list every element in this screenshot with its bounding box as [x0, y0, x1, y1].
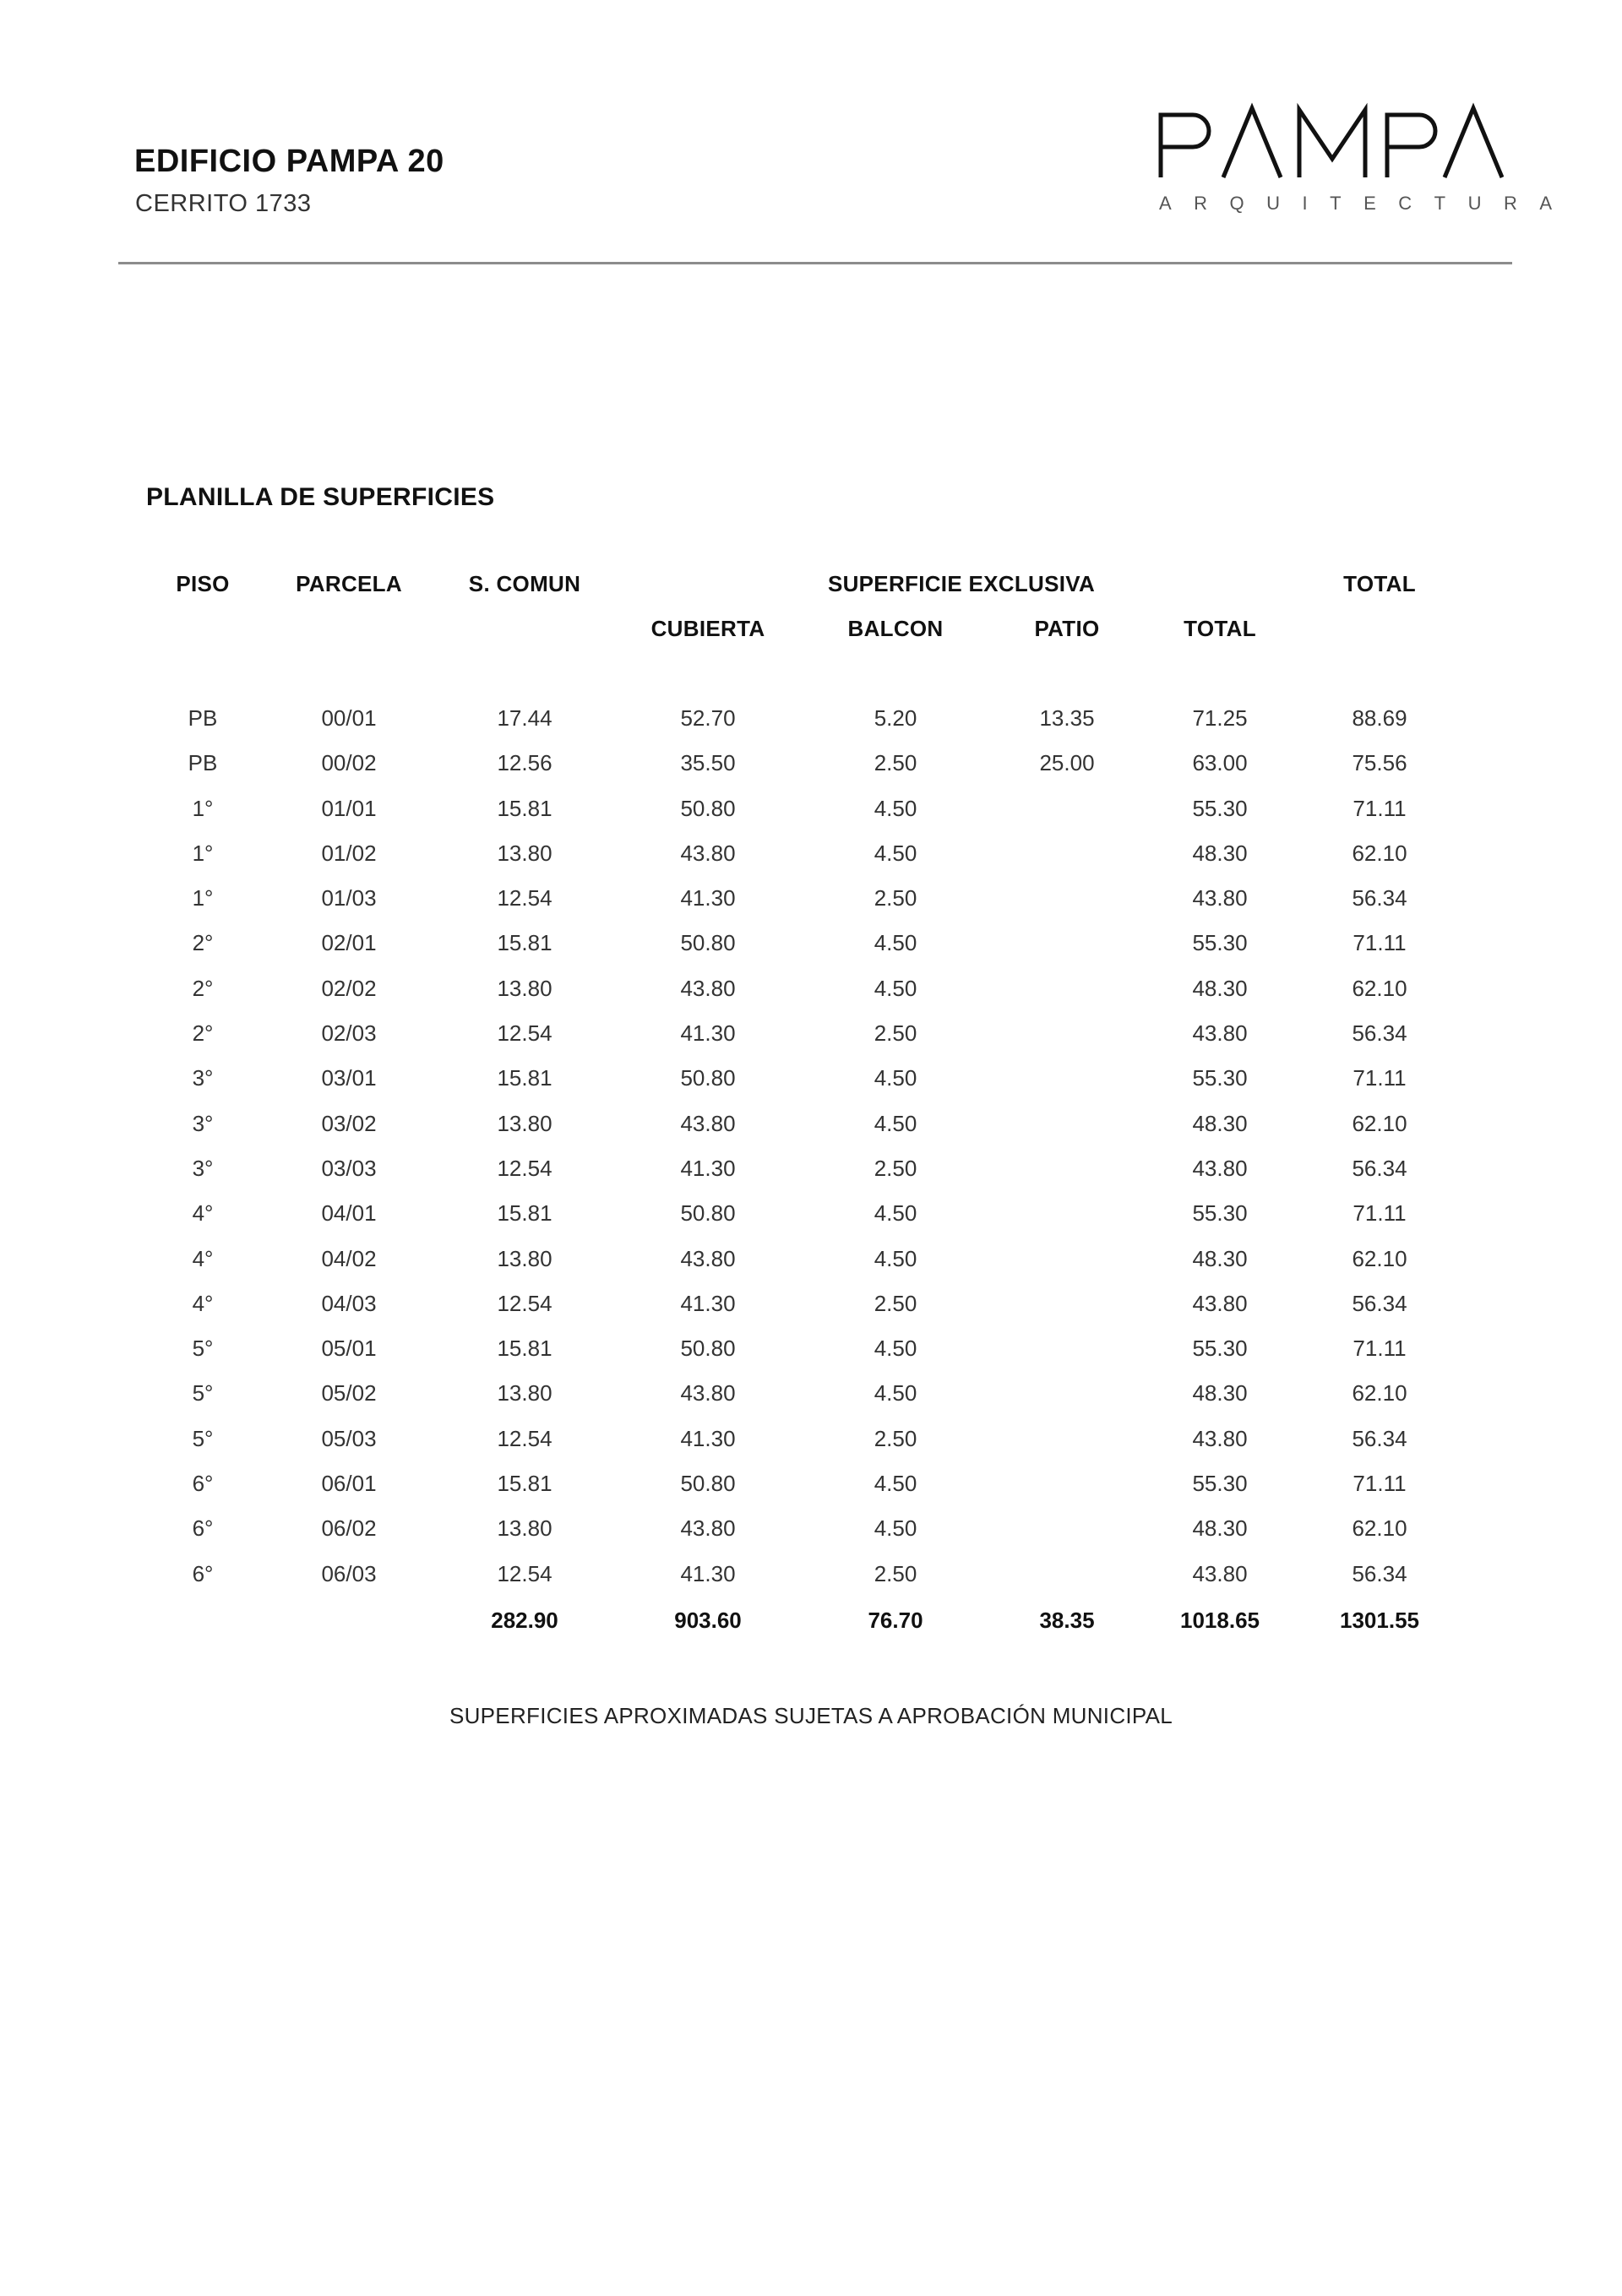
cell-s-comun: 15.81 [497, 1065, 552, 1091]
table-row [0, 1515, 1622, 1560]
cell-total-exclusiva: 43.80 [1192, 1155, 1248, 1181]
cell-total-exclusiva: 43.80 [1192, 885, 1248, 911]
table-row [0, 841, 1622, 885]
cell-total: 56.34 [1352, 885, 1407, 911]
cell-cubierta: 50.80 [680, 1336, 736, 1362]
table-row [0, 750, 1622, 795]
cell-cubierta: 43.80 [680, 975, 736, 1001]
cell-total-exclusiva: 71.25 [1192, 705, 1248, 731]
col-header-parcela: PARCELA [296, 571, 402, 596]
cell-cubierta: 41.30 [680, 1425, 736, 1451]
document-title: EDIFICIO PAMPA 20 [134, 144, 444, 179]
cell-total-exclusiva: 48.30 [1192, 1515, 1248, 1542]
cell-parcela: 02/03 [321, 1020, 377, 1047]
cell-s-comun: 15.81 [497, 1336, 552, 1362]
cell-balcon: 4.50 [874, 1515, 917, 1542]
cell-balcon: 4.50 [874, 930, 917, 956]
cell-s-comun: 15.81 [497, 795, 552, 821]
cell-s-comun: 13.80 [497, 1515, 552, 1542]
cell-total: 75.56 [1352, 750, 1407, 776]
cell-piso: PB [188, 750, 218, 776]
cell-cubierta: 41.30 [680, 1560, 736, 1586]
cell-piso: 2° [192, 975, 214, 1001]
cell-total: 56.34 [1352, 1560, 1407, 1586]
cell-parcela: 01/03 [321, 885, 377, 911]
cell-balcon: 4.50 [874, 1065, 917, 1091]
cell-total-exclusiva: 43.80 [1192, 1425, 1248, 1451]
cell-s-comun: 13.80 [497, 1245, 552, 1271]
cell-total: 71.11 [1353, 1336, 1407, 1362]
cell-piso: 2° [192, 1020, 214, 1047]
cell-s-comun: 15.81 [497, 1200, 552, 1227]
table-row [0, 976, 1622, 1020]
cell-total-exclusiva: 48.30 [1192, 975, 1248, 1001]
cell-s-comun: 12.54 [497, 1290, 552, 1316]
cell-parcela: 05/01 [321, 1336, 377, 1362]
cell-s-comun: 12.54 [497, 885, 552, 911]
cell-s-comun: 12.54 [497, 1560, 552, 1586]
cell-piso: 5° [192, 1336, 214, 1362]
cell-parcela: 02/02 [321, 975, 377, 1001]
table-row [0, 1561, 1622, 1606]
cell-cubierta: 50.80 [680, 930, 736, 956]
cell-balcon: 2.50 [874, 1425, 917, 1451]
table-row [0, 705, 1622, 750]
cell-parcela: 03/02 [321, 1110, 377, 1136]
cell-piso: 2° [192, 930, 214, 956]
cell-cubierta: 43.80 [680, 1245, 736, 1271]
table-row [0, 1291, 1622, 1336]
cell-piso: 4° [192, 1200, 214, 1227]
cell-piso: 3° [192, 1110, 214, 1136]
document-address: CERRITO 1733 [135, 190, 312, 217]
cell-parcela: 02/01 [321, 930, 377, 956]
cell-total-exclusiva: 43.80 [1192, 1020, 1248, 1047]
cell-total-exclusiva: 48.30 [1192, 1245, 1248, 1271]
footnote: SUPERFICIES APROXIMADAS SUJETAS A APROBACIÓN MUNICIPAL [449, 1703, 1173, 1728]
cell-total: 62.10 [1352, 1515, 1407, 1542]
table-row [0, 1111, 1622, 1156]
cell-total-exclusiva: 55.30 [1192, 795, 1248, 821]
cell-balcon: 4.50 [874, 795, 917, 821]
cell-total-exclusiva: 55.30 [1192, 1471, 1248, 1497]
cell-s-comun: 13.80 [497, 840, 552, 866]
cell-balcon: 2.50 [874, 885, 917, 911]
cell-piso: 3° [192, 1155, 214, 1181]
cell-parcela: 05/03 [321, 1425, 377, 1451]
cell-total: 71.11 [1353, 795, 1407, 821]
cell-total-exclusiva: 55.30 [1192, 1200, 1248, 1227]
cell-total: 62.10 [1352, 1380, 1407, 1406]
cell-total: 71.11 [1353, 1471, 1407, 1497]
cell-s-comun: 13.80 [497, 1110, 552, 1136]
cell-total-exclusiva: 63.00 [1192, 750, 1248, 776]
cell-total: 56.34 [1352, 1020, 1407, 1047]
cell-total: 62.10 [1352, 1245, 1407, 1271]
cell-cubierta: 50.80 [680, 1200, 736, 1227]
cell-balcon: 2.50 [874, 750, 917, 776]
table-row [0, 1471, 1622, 1515]
total-s-comun: 282.90 [491, 1608, 558, 1633]
cell-s-comun: 17.44 [497, 705, 552, 731]
table-row [0, 885, 1622, 930]
cell-total: 88.69 [1352, 705, 1407, 731]
cell-piso: PB [188, 705, 218, 731]
cell-parcela: 00/02 [321, 750, 377, 776]
cell-total-exclusiva: 48.30 [1192, 1110, 1248, 1136]
cell-cubierta: 43.80 [680, 840, 736, 866]
total-balcon: 76.70 [868, 1608, 923, 1633]
table-row [0, 1246, 1622, 1291]
cell-total: 62.10 [1352, 840, 1407, 866]
cell-total: 62.10 [1352, 1110, 1407, 1136]
cell-total-exclusiva: 48.30 [1192, 840, 1248, 866]
cell-cubierta: 43.80 [680, 1380, 736, 1406]
cell-cubierta: 41.30 [680, 885, 736, 911]
cell-piso: 1° [192, 795, 214, 821]
cell-piso: 3° [192, 1065, 214, 1091]
cell-s-comun: 15.81 [497, 1471, 552, 1497]
cell-piso: 1° [192, 885, 214, 911]
cell-cubierta: 43.80 [680, 1110, 736, 1136]
cell-balcon: 4.50 [874, 1200, 917, 1227]
cell-balcon: 2.50 [874, 1560, 917, 1586]
cell-piso: 4° [192, 1290, 214, 1316]
cell-parcela: 03/01 [321, 1065, 377, 1091]
cell-total: 71.11 [1353, 1200, 1407, 1227]
table-row [0, 1380, 1622, 1425]
cell-piso: 1° [192, 840, 214, 866]
cell-s-comun: 12.56 [497, 750, 552, 776]
logo-tagline: ARQUITECTURA [1159, 193, 1575, 214]
cell-balcon: 5.20 [874, 705, 917, 731]
table-row [0, 796, 1622, 841]
cell-total-exclusiva: 55.30 [1192, 1065, 1248, 1091]
col-header-superficie-exclusiva: SUPERFICIE EXCLUSIVA [827, 571, 1096, 596]
cell-total-exclusiva: 43.80 [1192, 1290, 1248, 1316]
cell-balcon: 4.50 [874, 1336, 917, 1362]
cell-parcela: 04/01 [321, 1200, 377, 1227]
cell-total: 71.11 [1353, 930, 1407, 956]
total-cubierta: 903.60 [674, 1608, 742, 1633]
cell-cubierta: 41.30 [680, 1020, 736, 1047]
cell-parcela: 04/03 [321, 1290, 377, 1316]
cell-parcela: 05/02 [321, 1380, 377, 1406]
col-header-piso: PISO [176, 571, 230, 596]
col-header-total: TOTAL [1343, 571, 1416, 596]
cell-balcon: 2.50 [874, 1155, 917, 1181]
cell-s-comun: 12.54 [497, 1020, 552, 1047]
cell-s-comun: 12.54 [497, 1425, 552, 1451]
cell-balcon: 4.50 [874, 1471, 917, 1497]
cell-piso: 6° [192, 1471, 214, 1497]
cell-cubierta: 41.30 [680, 1290, 736, 1316]
cell-piso: 6° [192, 1515, 214, 1542]
header-divider [118, 262, 1512, 264]
cell-balcon: 4.50 [874, 1110, 917, 1136]
cell-patio: 25.00 [1039, 750, 1095, 776]
table-row [0, 1336, 1622, 1380]
cell-piso: 6° [192, 1560, 214, 1586]
cell-total: 71.11 [1353, 1065, 1407, 1091]
cell-total-exclusiva: 43.80 [1192, 1560, 1248, 1586]
cell-total-exclusiva: 55.30 [1192, 1336, 1248, 1362]
cell-parcela: 06/01 [321, 1471, 377, 1497]
cell-cubierta: 50.80 [680, 795, 736, 821]
cell-cubierta: 35.50 [680, 750, 736, 776]
cell-parcela: 01/02 [321, 840, 377, 866]
cell-balcon: 4.50 [874, 975, 917, 1001]
cell-s-comun: 15.81 [497, 930, 552, 956]
cell-cubierta: 50.80 [680, 1065, 736, 1091]
col-header-patio: PATIO [1034, 616, 1100, 641]
pampa-logo [1157, 100, 1575, 226]
cell-patio: 13.35 [1039, 705, 1095, 731]
cell-balcon: 4.50 [874, 1245, 917, 1271]
cell-parcela: 03/03 [321, 1155, 377, 1181]
table-row [0, 1065, 1622, 1110]
col-header-s-comun: S. COMUN [468, 571, 581, 596]
col-header-balcon: BALCON [847, 616, 944, 641]
table-row [0, 1426, 1622, 1471]
section-title: PLANILLA DE SUPERFICIES [146, 483, 495, 511]
table-row [0, 1200, 1622, 1245]
total-general: 1301.55 [1340, 1608, 1419, 1633]
table-body [0, 705, 1622, 1606]
table-row [0, 1156, 1622, 1200]
cell-balcon: 2.50 [874, 1290, 917, 1316]
col-header-cubierta: CUBIERTA [650, 616, 765, 641]
cell-piso: 5° [192, 1380, 214, 1406]
table-row [0, 1020, 1622, 1065]
cell-s-comun: 12.54 [497, 1155, 552, 1181]
cell-total: 62.10 [1352, 975, 1407, 1001]
logo-wordmark [1157, 100, 1504, 184]
cell-balcon: 4.50 [874, 840, 917, 866]
cell-s-comun: 13.80 [497, 1380, 552, 1406]
cell-cubierta: 43.80 [680, 1515, 736, 1542]
cell-balcon: 2.50 [874, 1020, 917, 1047]
cell-cubierta: 50.80 [680, 1471, 736, 1497]
cell-total: 56.34 [1352, 1155, 1407, 1181]
cell-cubierta: 52.70 [680, 705, 736, 731]
cell-total: 56.34 [1352, 1425, 1407, 1451]
cell-piso: 5° [192, 1425, 214, 1451]
table-row [0, 930, 1622, 975]
col-header-total-exclusiva: TOTAL [1184, 616, 1256, 641]
cell-s-comun: 13.80 [497, 975, 552, 1001]
cell-total-exclusiva: 55.30 [1192, 930, 1248, 956]
cell-total-exclusiva: 48.30 [1192, 1380, 1248, 1406]
cell-parcela: 06/03 [321, 1560, 377, 1586]
cell-balcon: 4.50 [874, 1380, 917, 1406]
cell-parcela: 01/01 [321, 795, 377, 821]
total-patio: 38.35 [1039, 1608, 1095, 1633]
totals-row [0, 1608, 1622, 1641]
cell-piso: 4° [192, 1245, 214, 1271]
cell-parcela: 06/02 [321, 1515, 377, 1542]
cell-cubierta: 41.30 [680, 1155, 736, 1181]
cell-parcela: 00/01 [321, 705, 377, 731]
total-exclusiva: 1018.65 [1180, 1608, 1260, 1633]
cell-total: 56.34 [1352, 1290, 1407, 1316]
cell-parcela: 04/02 [321, 1245, 377, 1271]
